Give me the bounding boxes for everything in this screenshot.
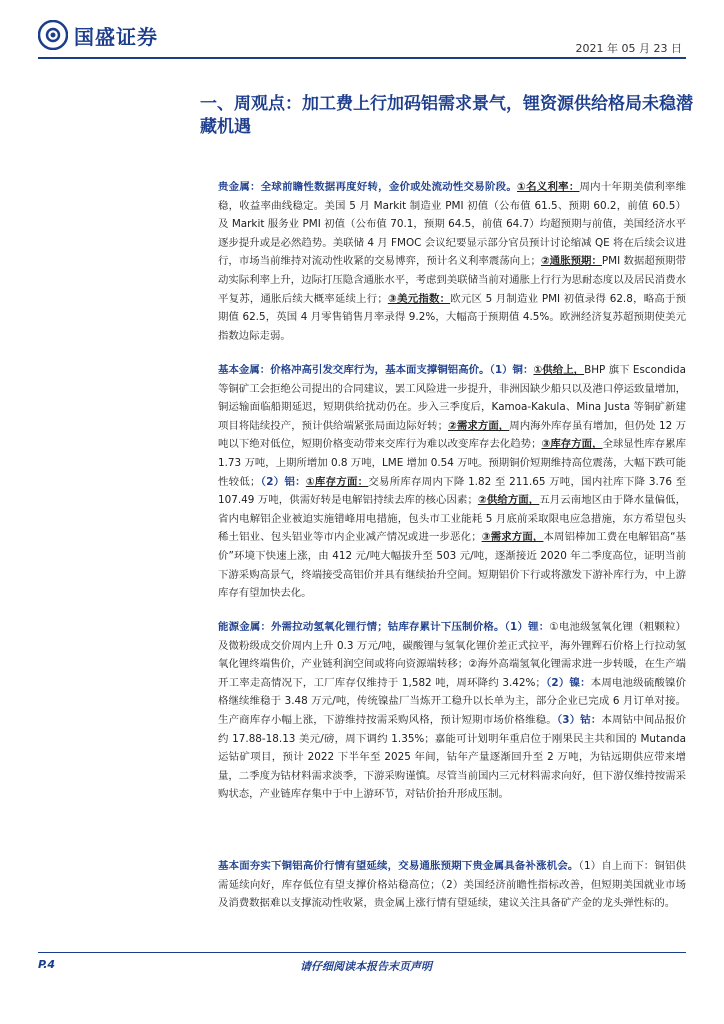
base-text-5: 五月云南地区由于降水量偏低，省内电解铝企业被迫实施错峰用电措施，包头市工业能耗 5 月底前采取限电应急措施，东方希望包头稀土铝业、包头铝业等市内企业减产情况或进一步恶化； xyxy=(218,494,686,544)
base-text-6: 本周铝棒加工费在电解铝高“基价”环境下快速上涨，由 412 元/吨大幅拔升至 503 元/吨，逐渐接近 2020 年二季度高位，证明当前下游采购高景气，终端接受高铝价并具有继续抬升空间。短期铝价下行或将激发下游补库行为，中上游库存有望加快去化。 xyxy=(218,531,686,600)
brand-name: 国盛证券 xyxy=(74,24,158,49)
energy-sub-nickel: （2）镍： xyxy=(545,676,591,689)
base-sub-aluminum: （2）铝： xyxy=(260,475,306,488)
section-title: 一、周观点：加工费上行加码铝需求景气，锂资源供给格局未稳潜藏机遇 xyxy=(200,94,693,137)
energy-lead: 能源金属：外需拉动氢氧化锂行情；钴库存累计下压制价格。 xyxy=(218,621,505,633)
brand-mark-icon xyxy=(38,20,68,50)
page-number: P.4 xyxy=(38,958,56,971)
base-lead: 基本金属：价格冲高引发交库行为，基本面支撑铜铝高价。 xyxy=(218,364,490,376)
base-label-1: ①供给上， xyxy=(533,364,585,376)
disclaimer-note: 请仔细阅读本报告末页声明 xyxy=(300,960,432,973)
energy-text-2: 本周电池级硫酸镍价格继续维稳于 3.48 万元/吨，传统镍盐厂当炼开工稳升以长单为主，部分企业已完成 6 月订单对接。生产商库存小幅上涨，下游维持按需采购风格，预计短期市场价格维稳。 xyxy=(218,676,687,726)
energy-metals-paragraph xyxy=(218,618,686,804)
base-metals-paragraph xyxy=(218,361,686,603)
energy-sub-lithium: （1）锂： xyxy=(504,621,550,633)
base-sub-copper: （1）铜： xyxy=(489,364,534,376)
header-divider xyxy=(38,57,686,59)
summary-text: （1）自上而下：铜铝供需延续向好，库存低位有望支撑价格站稳高位；（2）美国经济前瞻性指标改善，但短期美国就业市场及消费数据难以支撑流动性收紧，贵金属上涨行情有望延续，建议关注具备矿产金的龙头弹性标的。 xyxy=(218,860,686,910)
precious-lead: 贵金属：全球前瞻性数据再度好转，金价或处流动性交易阶段。 xyxy=(218,181,518,193)
precious-label-3: ③美元指数： xyxy=(387,292,451,305)
report-date: 2021 年 05 月 23 日 xyxy=(575,42,682,55)
base-label-6: ③需求方面， xyxy=(481,531,544,544)
base-label-2: ②需求方面， xyxy=(448,419,510,432)
base-label-3: ③库存方面， xyxy=(541,438,603,451)
precious-text-1: 周内十年期美债利率维稳，收益率曲线稳定。美国 5 月 Markit 制造业 PMI 初值（公布值 61.5、预期 60.2，前值 60.5）及 Markit 服务业 PMI 初值（公布值 70.1，预期 64.5，前值 64.7）均超预期与前值，美国经济水平逐步提升或是必然趋势。美联储 4 月 FMOC 会议纪要显示部分官员预计讨论缩减 QE 将在后续会议进行，市场当前维持对流动性收紧的交易博弈，预计名义利率震荡向上； xyxy=(218,181,686,268)
energy-sub-cobalt: （3）钴： xyxy=(556,713,602,726)
base-label-5: ②供给方面， xyxy=(477,494,540,507)
base-text-3: 全球显性库存累库 1.73 万吨，上期所增加 0.8 万吨，LME 增加 0.54 万吨。预期铜价短期维持高位震荡，大幅下跌可能性较低； xyxy=(218,438,687,488)
brand-logo xyxy=(38,20,158,50)
precious-text-2: PMI 数据超预期带动实际利率上升，边际打压隐含通胀水平，考虑到美联储当前对通胀上行行为思耐态度以及居民消费水平复苏，通胀后续大概率延续上行； xyxy=(218,255,686,305)
precious-label-2: ②通胀预期： xyxy=(540,255,602,268)
precious-label-1: ①名义利率： xyxy=(517,181,580,193)
base-text-2: 周内海外库存虽有增加，但仍处 12 万吨以下绝对低位，短期价格变动带来交库行为难以改变库存去化趋势； xyxy=(218,419,687,451)
summary-paragraph xyxy=(218,857,686,913)
summary-lead: 基本面夯实下铜铝高价行情有望延续，交易通胀预期下贵金属具备补涨机会。 xyxy=(218,860,579,872)
page-header xyxy=(0,0,724,62)
precious-metals-paragraph xyxy=(218,178,686,345)
footer-divider xyxy=(38,952,686,953)
base-text-1: BHP 旗下 Escondida 等铜矿工会拒绝公司提出的合同建议，罢工风险进一步提升，非洲因缺少船只以及港口停运致量增加，铜运输面临船期延迟，短期供给扰动仍在。步入三季度后，Kamoa-Kakula、Mina Justa 等铜矿新建项目将陆续投产，预计供给端紧张局面边际好转； xyxy=(218,364,686,432)
base-text-4: 交易所库存周内下降 1.82 至 211.65 万吨，国内社库下降 3.76 至 107.49 万吨，供需好转是电解铝持续去库的核心因素； xyxy=(218,475,686,507)
precious-text-3: 欧元区 5 月制造业 PMI 初值录得 62.8，略高于预期值 62.5，英国 4 月零售销售月率录得 9.2%，大幅高于预期值 4.5%。欧洲经济复苏超预期使美元指数边际走弱。 xyxy=(218,292,686,342)
energy-text-1: ①电池级氢氧化锂（粗颗粒）及微粉级成交价周内上升 0.3 万元/吨，碳酸锂与氢氧化锂价差正式拉平，海外锂辉石价格上行拉动氢氧化锂终端售价，产业链利润空间或将向资源端转移；②海外高端氢氧化锂需求进一步转暖，在生产端开工率走高情况下，工厂库存仅维持于 1,582 吨，周环降约 3.42%； xyxy=(218,621,686,689)
energy-text-3: 本周钴中间品报价约 17.88-18.13 美元/磅，周下调约 1.35%；嘉能可计划明年重启位于刚果民主共和国的 Mutanda 运钴矿项目，预计 2022 下半年至 2025 年间，钴年产量逐渐回升至 2 万吨，为钴远期供应带来增量，二季度为钴材料需求淡季，下游采购谨慎。尽管当前国内三元材料需求向好，但下游仅维持按需采购状态，产业链库存集中于中上游环节，对钴价抬升形成压制。 xyxy=(218,713,687,801)
base-label-4: ①库存方面： xyxy=(305,475,369,488)
